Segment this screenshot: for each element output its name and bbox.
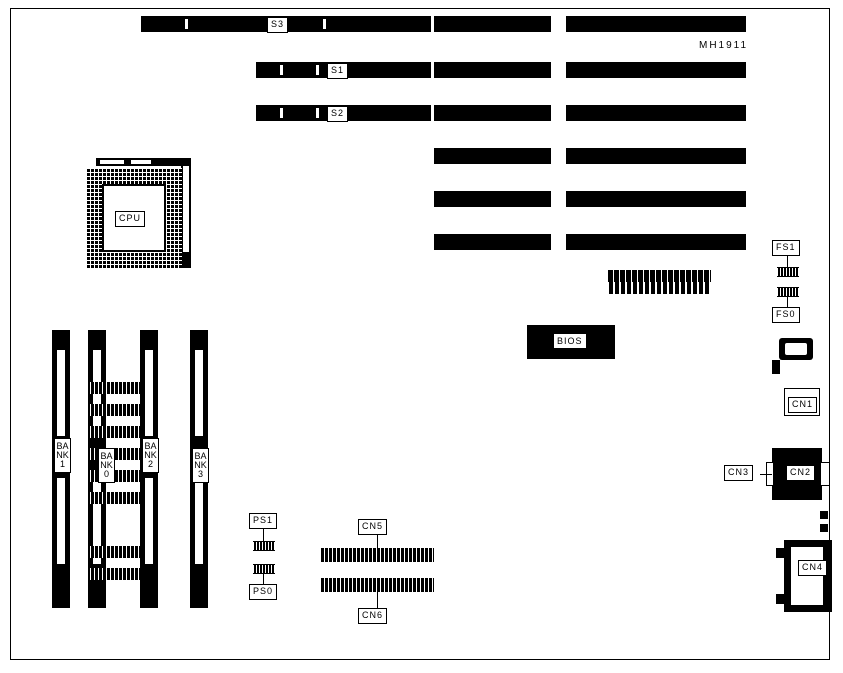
expansion-slot-r1c2 — [434, 16, 551, 32]
expansion-slot-r4c2 — [434, 148, 551, 164]
leader-ps1 — [263, 527, 264, 541]
label-cpu: CPU — [115, 211, 145, 227]
label-bank2: BANK2 — [142, 438, 159, 473]
expansion-slot-r5c2 — [434, 191, 551, 207]
expansion-slot-r6c2 — [434, 234, 551, 250]
expansion-slot-r1c3 — [566, 16, 746, 32]
simm-window-bank1-bot — [57, 478, 65, 564]
label-bank0: BANK0 — [98, 448, 115, 483]
cache-chip-2 — [90, 404, 142, 416]
label-fs0: FS0 — [772, 307, 800, 323]
label-cn6: CN6 — [358, 608, 387, 624]
label-s3: S3 — [267, 17, 288, 33]
expansion-slot-r3c2 — [434, 105, 551, 121]
cpu-socket-lever-slot — [100, 160, 124, 164]
leader-cn5 — [377, 533, 378, 548]
jumper-ps0 — [253, 564, 275, 574]
power-connector-header — [607, 270, 711, 282]
bios-chip — [527, 325, 615, 359]
simm-window-bank2-top — [145, 350, 153, 436]
connector-cn4-tab-bottom — [776, 594, 784, 604]
label-s1: S1 — [327, 63, 348, 79]
expansion-slot-r5c3 — [566, 191, 746, 207]
power-connector-pins — [607, 282, 711, 294]
label-cn5: CN5 — [358, 519, 387, 535]
cache-chip-3 — [90, 426, 142, 438]
cache-chip-1 — [90, 382, 142, 394]
leader-cn3 — [760, 474, 772, 475]
label-bank3: BANK3 — [192, 448, 209, 483]
board-id-text: MH1911 — [699, 40, 749, 51]
jumper-ps1 — [253, 541, 275, 551]
expansion-slot-r4c3 — [566, 148, 746, 164]
label-bios: BIOS — [553, 333, 587, 349]
expansion-slot-r2c3 — [566, 62, 746, 78]
label-cn4: CN4 — [798, 560, 827, 576]
cache-chip-6 — [90, 492, 142, 504]
label-bank1: BANK1 — [54, 438, 71, 473]
connector-cn4-tab-top — [776, 548, 784, 558]
cpu-socket-side-rail-inner — [183, 166, 189, 252]
label-ps0: PS0 — [249, 584, 277, 600]
keyboard-port-inner — [785, 343, 807, 355]
connector-cn5 — [320, 548, 434, 562]
side-pad-1 — [820, 511, 828, 519]
port-bracket-top — [772, 360, 780, 374]
label-ps1: PS1 — [249, 513, 277, 529]
simm-window-bank3-top — [195, 350, 203, 436]
label-fs1: FS1 — [772, 240, 800, 256]
keyboard-port — [779, 338, 813, 360]
connector-cn2-tab-right — [820, 462, 830, 486]
simm-window-bank3-bot — [195, 478, 203, 564]
leader-ps0 — [263, 572, 264, 584]
expansion-slot-r3c3 — [566, 105, 746, 121]
label-cn3: CN3 — [724, 465, 753, 481]
cache-chip-8 — [90, 568, 142, 580]
leader-cn6 — [377, 592, 378, 608]
cache-chip-7 — [90, 546, 142, 558]
simm-window-bank2-bot — [145, 478, 153, 564]
connector-cn6 — [320, 578, 434, 592]
leader-fs0 — [787, 295, 788, 307]
cpu-socket-lever-slot-2 — [131, 160, 151, 164]
simm-window-bank1-top — [57, 350, 65, 436]
label-cn2: CN2 — [786, 465, 815, 481]
expansion-slot-r6c3 — [566, 234, 746, 250]
side-pad-2 — [820, 524, 828, 532]
jumper-fs1 — [777, 267, 799, 277]
label-cn1: CN1 — [788, 397, 817, 413]
jumper-fs0 — [777, 287, 799, 297]
connector-cn4-inner — [790, 546, 824, 606]
label-s2: S2 — [327, 106, 348, 122]
expansion-slot-r2c2 — [434, 62, 551, 78]
